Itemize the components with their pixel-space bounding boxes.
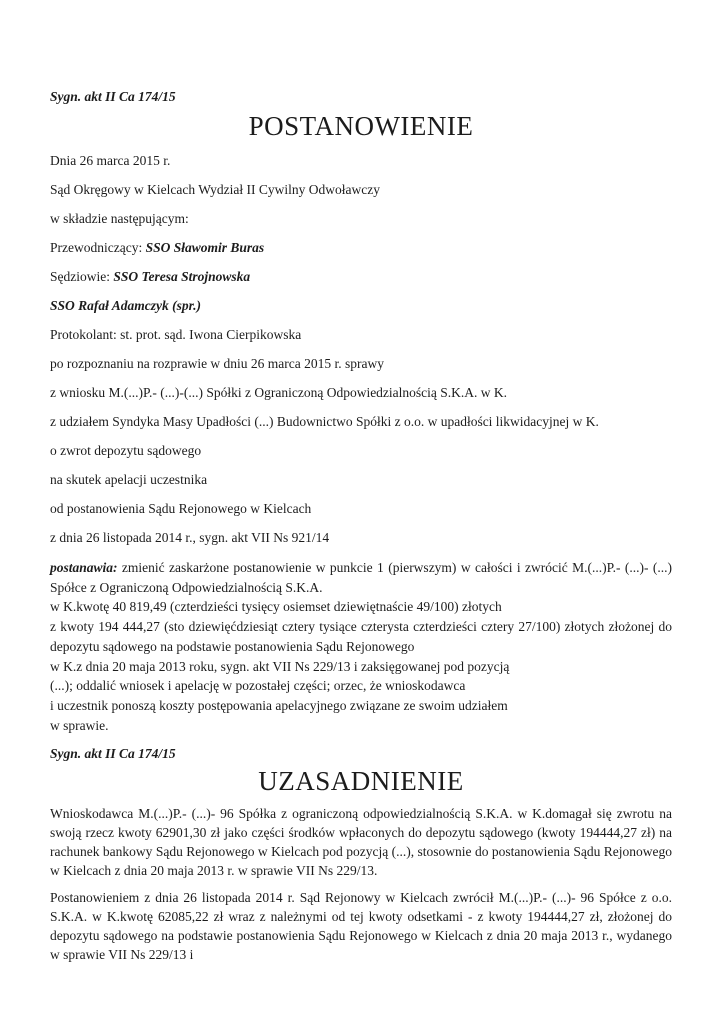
judges-line (50, 268, 672, 286)
judges-label: Sędziowie: (50, 269, 110, 284)
appealed-decision-date-line: z dnia 26 listopada 2014 r., sygn. akt VII Ns 921/14 (50, 530, 330, 545)
justification-title: UZASADNIENIE (258, 766, 464, 797)
ruling-paragraph (50, 558, 672, 597)
applicant-line: z wniosku M.(...)P.- (...)-(...) Spółki z Ograniczoną Odpowiedzialnością S.K.A. w K. (50, 385, 508, 400)
appeal-line: na skutek apelacji uczestnika (50, 472, 208, 487)
court-line: Sąd Okręgowy w Kielcach Wydział II Cywilny Odwoławczy (50, 182, 380, 197)
case-number: Sygn. akt II Ca 174/15 (50, 89, 176, 104)
case-subject-line: o zwrot depozytu sądowego (50, 443, 202, 458)
presiding-label: Przewodniczący: (50, 240, 143, 255)
ruling-label: postanawia: (50, 560, 118, 575)
clerk-line: Protokolant: st. prot. sąd. Iwona Cierpikowska (50, 327, 302, 342)
order-title: POSTANOWIENIE (248, 111, 474, 141)
ruling-section (50, 558, 672, 735)
ruling-paragraph: w K.z dnia 20 maja 2013 roku, sygn. akt VII Ns 229/13 i zaksięgowanej pod pozycją (50, 658, 510, 674)
ruling-paragraph: w K.kwotę 40 819,49 (czterdzieści tysięcy osiemset dziewiętnaście 49/100) złotych (50, 599, 502, 615)
date-line: Dnia 26 marca 2015 r. (50, 153, 171, 168)
ruling-paragraph: z kwoty 194 444,27 (sto dziewięćdziesiąt cztery tysiące czterysta czterdzieści cztery 27/100) złotych złożonej do depozytu sądowego na podstawie postanowienia Sądu Rejonowego (50, 619, 672, 654)
hearing-line: po rozpoznaniu na rozprawie w dniu 26 marca 2015 r. sprawy (50, 356, 385, 371)
ruling-paragraph: i uczestnik ponoszą koszty postępowania apelacyjnego związane ze swoim udziałem (50, 697, 508, 713)
judge-3-line: SSO Rafał Adamczyk (spr.) (50, 298, 202, 313)
case-number-repeat: Sygn. akt II Ca 174/15 (50, 746, 176, 762)
ruling-paragraph: (...); oddalić wniosek i apelację w pozostałej części; orzec, że wnioskodawca (50, 678, 466, 694)
justification-paragraph: Postanowieniem z dnia 26 listopada 2014 r. Sąd Rejonowy w Kielcach zwrócił M.(...)P.- (...)- 96 Spółce z o.o. S.K.A. w K.kwotę 62085,22 zł wraz z należnymi od tej kwoty odsetkami - z kwoty 194444,27 zł, złożonej do depozytu sądowego na podstawie postanowienia Sądu Rejonowego w Kielcach z dnia 20 maja 2013 r., wydanego w sprawie VII Ns 229/13 i (50, 890, 672, 963)
appealed-decision-line: od postanowienia Sądu Rejonowego w Kielcach (50, 501, 312, 516)
participant-line: z udziałem Syndyka Masy Upadłości (...) Budownictwo Spółki z o.o. w upadłości likwidacyjnej w K. (50, 414, 599, 429)
ruling-paragraph: w sprawie. (50, 717, 109, 733)
ruling-text: zmienić zaskarżone postanowienie w punkcie 1 (pierwszym) w całości i zwrócić M.(...)P.- (...)- (...) Spółce z Ograniczoną Odpowiedzialnością S.K.A. (50, 560, 673, 595)
panel-intro-line: w składzie następującym: (50, 211, 189, 226)
presiding-judge-name: SSO Sławomir Buras (145, 240, 265, 255)
judge-2-name: SSO Teresa Strojnowska (113, 269, 251, 284)
justification-paragraph: Wnioskodawca M.(...)P.- (...)- 96 Spółka z ograniczoną odpowiedzialnością S.K.A. w K.domagał się zwrotu na swoją rzecz kwoty 62901,30 zł jako części środków wpłaconych do depozytu sądowego (kwoty 194444,27 zł) na rachunek bankowy Sądu Rejonowego w Kielcach pod pozycją (...), stosownie do postanowienia Sądu Rejonowego w Kielcach z dnia 20 maja 2013 r. w sprawie VII Ns 229/13. (50, 806, 672, 879)
presiding-judge-line (50, 239, 672, 257)
